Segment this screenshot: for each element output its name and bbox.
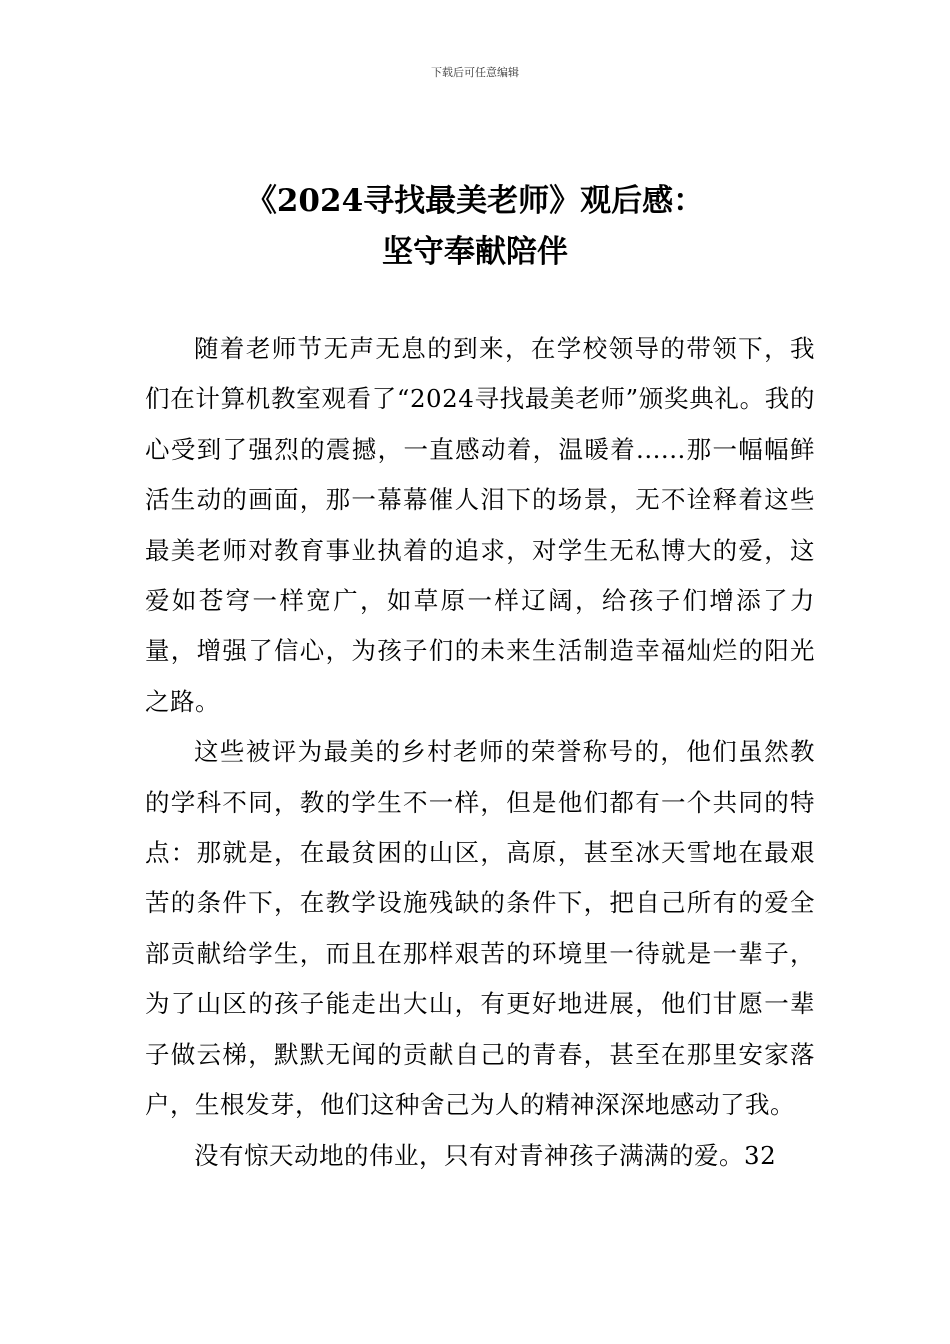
page-header-note: 下载后可任意编辑 (431, 66, 519, 79)
document-title (0, 176, 950, 278)
body-paragraph-1: 随着老师节无声无息的到来，在学校领导的带领下，我们在计算机教室观看了“2024寻找最美老师”颁奖典礼。我的心受到了强烈的震撼，一直感动着，温暖着......那一幅幅鲜活生动的画面，那一幕幕催人泪下的场景，无不诠释着这些最美老师对教育事业执着的追求，对学生无私博大的爱，这爱如苍穹一样宽广，如草原一样辽阔，给孩子们增添了力量，增强了信心，为孩子们的未来生活制造幸福灿烂的阳光之路。 (145, 334, 815, 716)
body-paragraph-3: 没有惊天动地的伟业，只有对青神孩子满满的爱。32 (194, 1140, 777, 1170)
title-line-2: 坚守奉献陪伴 (382, 234, 568, 270)
document-body (145, 324, 815, 1181)
title-line-1: 《2024寻找最美老师》观后感： (245, 183, 705, 219)
body-paragraph-2: 这些被评为最美的乡村老师的荣誉称号的，他们虽然教的学科不同，教的学生不一样，但是他们都有一个共同的特点：那就是，在最贫困的山区，高原，甚至冰天雪地在最艰苦的条件下，在教学设施残缺的条件下，把自己所有的爱全部贡献给学生，而且在那样艰苦的环境里一待就是一辈子，为了山区的孩子能走出大山，有更好地进展，他们甘愿一辈子做云梯，默默无闻的贡献自己的青春，甚至在那里安家落户，生根发芽，他们这种舍己为人的精神深深地感动了我。 (145, 737, 815, 1120)
